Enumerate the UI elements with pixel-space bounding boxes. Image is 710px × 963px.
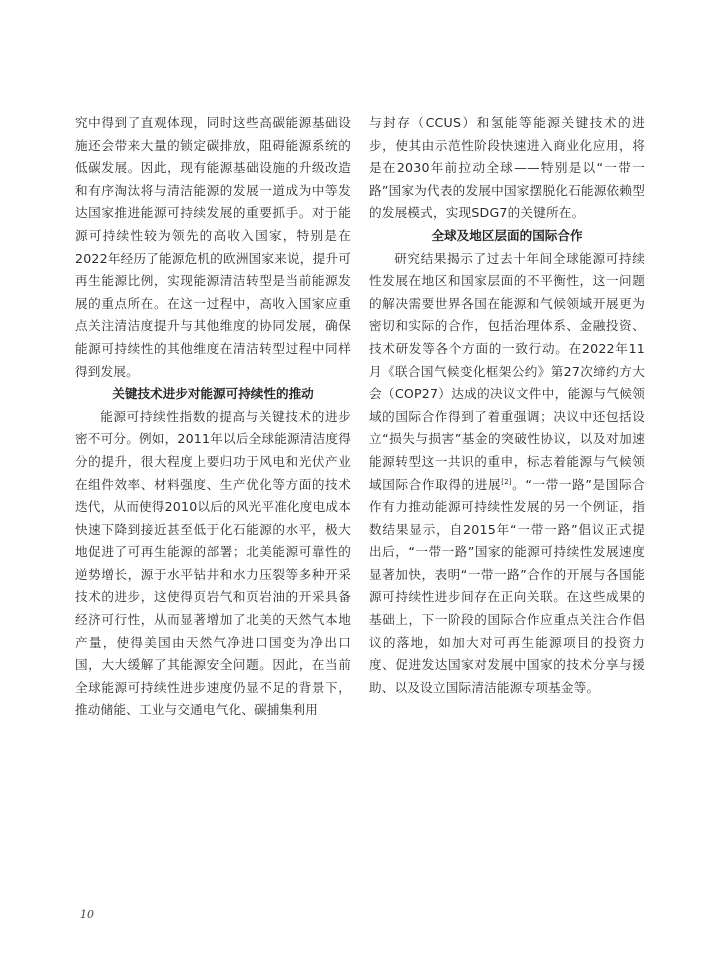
body-paragraph: 究中得到了直观体现，同时这些高碳能源基础设施还会带来大量的锁定碳排放，阻碍能源系统的低碳发展。因此，现有能源基础设施的升级改造和有序淘汰将与清洁能源的发展一道成为中等发达国家推进能源可持续发展的重要抓手。对于能源可持续性较为领先的高收入国家，特别是在2022年经历了能源危机的欧洲国家来说，提升可再生能源比例，实现能源清洁转型是当前能源发展的重点所在。在这一过程中，高收入国家应重点关注清洁度提升与其他维度的协同发展，确保能源可持续性的其他维度在清洁转型过程中同样得到发展。 [75, 115, 351, 379]
paragraph-text: 研究结果揭示了过去十年间全球能源可持续性发展在地区和国家层面的不平衡性，这一问题的解决需要世界各国在能源和气候领域开展更为密切和实际的合作，包括治理体系、金融投资、技术研发等各个方面的一致行动。在2022年11月《联合国气候变化框架公约》第27次缔约方大会（COP27）达成的决议文件中，能源与气候领域的国际合作得到了着重强调；决议中还包括设立“损失与损害”基金的突破性协议，以及对加速能源转型这一共识的重申，标志着能源与气候领域国际合作取得的进展 [369, 250, 645, 492]
right-column [369, 112, 645, 699]
left-column [75, 112, 351, 722]
body-paragraph [369, 248, 645, 700]
paragraph-text: 。“一带一路”是国际合作有力推动能源可持续性发展的另一个例证，指数结果显示，自2015年“一带一路”倡议正式提出后，“一带一路”国家的能源可持续性发展速度显著加快，表明“一带一路”合作的开展与各国能源可持续性进步间存在正向关联。在这些成果的基础上，下一阶段的国际合作应重点关注合作倡议的落地，如加大对可再生能源项目的投资力度、促进发达国家对发展中国家的技术分享与援助、以及设立国际清洁能源专项基金等。 [369, 476, 646, 695]
section-heading: 全球及地区层面的国际合作 [431, 227, 583, 243]
page-number: 10 [80, 908, 94, 921]
body-paragraph: 与封存（CCUS）和氢能等能源关键技术的进步，使其由示范性阶段快速进入商业化应用，将是在2030年前拉动全球——特别是以“一带一路”国家为代表的发展中国家摆脱化石能源依赖型的发展模式，实现SDG7的关键所在。 [369, 115, 645, 221]
citation-reference[interactable]: [2] [501, 477, 512, 486]
body-paragraph: 能源可持续性指数的提高与关键技术的进步密不可分。例如，2011年以后全球能源清洁度得分的提升，很大程度上要归功于风电和光伏产业在组件效率、材料强度、生产优化等方面的技术迭代，从而使得2010以后的风光平准化度电成本快速下降到接近甚至低于化石能源的水平，极大地促进了可再生能源的部署；北美能源可靠性的逆势增长，源于水平钻井和水力压裂等多种开采技术的进步，这使得页岩气和页岩油的开采具备经济可行性，从而显著增加了北美的天然气本地产量，使得美国由天然气净进口国变为净出口国，大大缓解了其能源安全问题。因此，在当前全球能源可持续性进步速度仍显不足的背景下，推动储能、工业与交通电气化、碳捕集利用 [75, 408, 351, 718]
section-heading: 关键技术进步对能源可持续性的推动 [112, 386, 314, 402]
